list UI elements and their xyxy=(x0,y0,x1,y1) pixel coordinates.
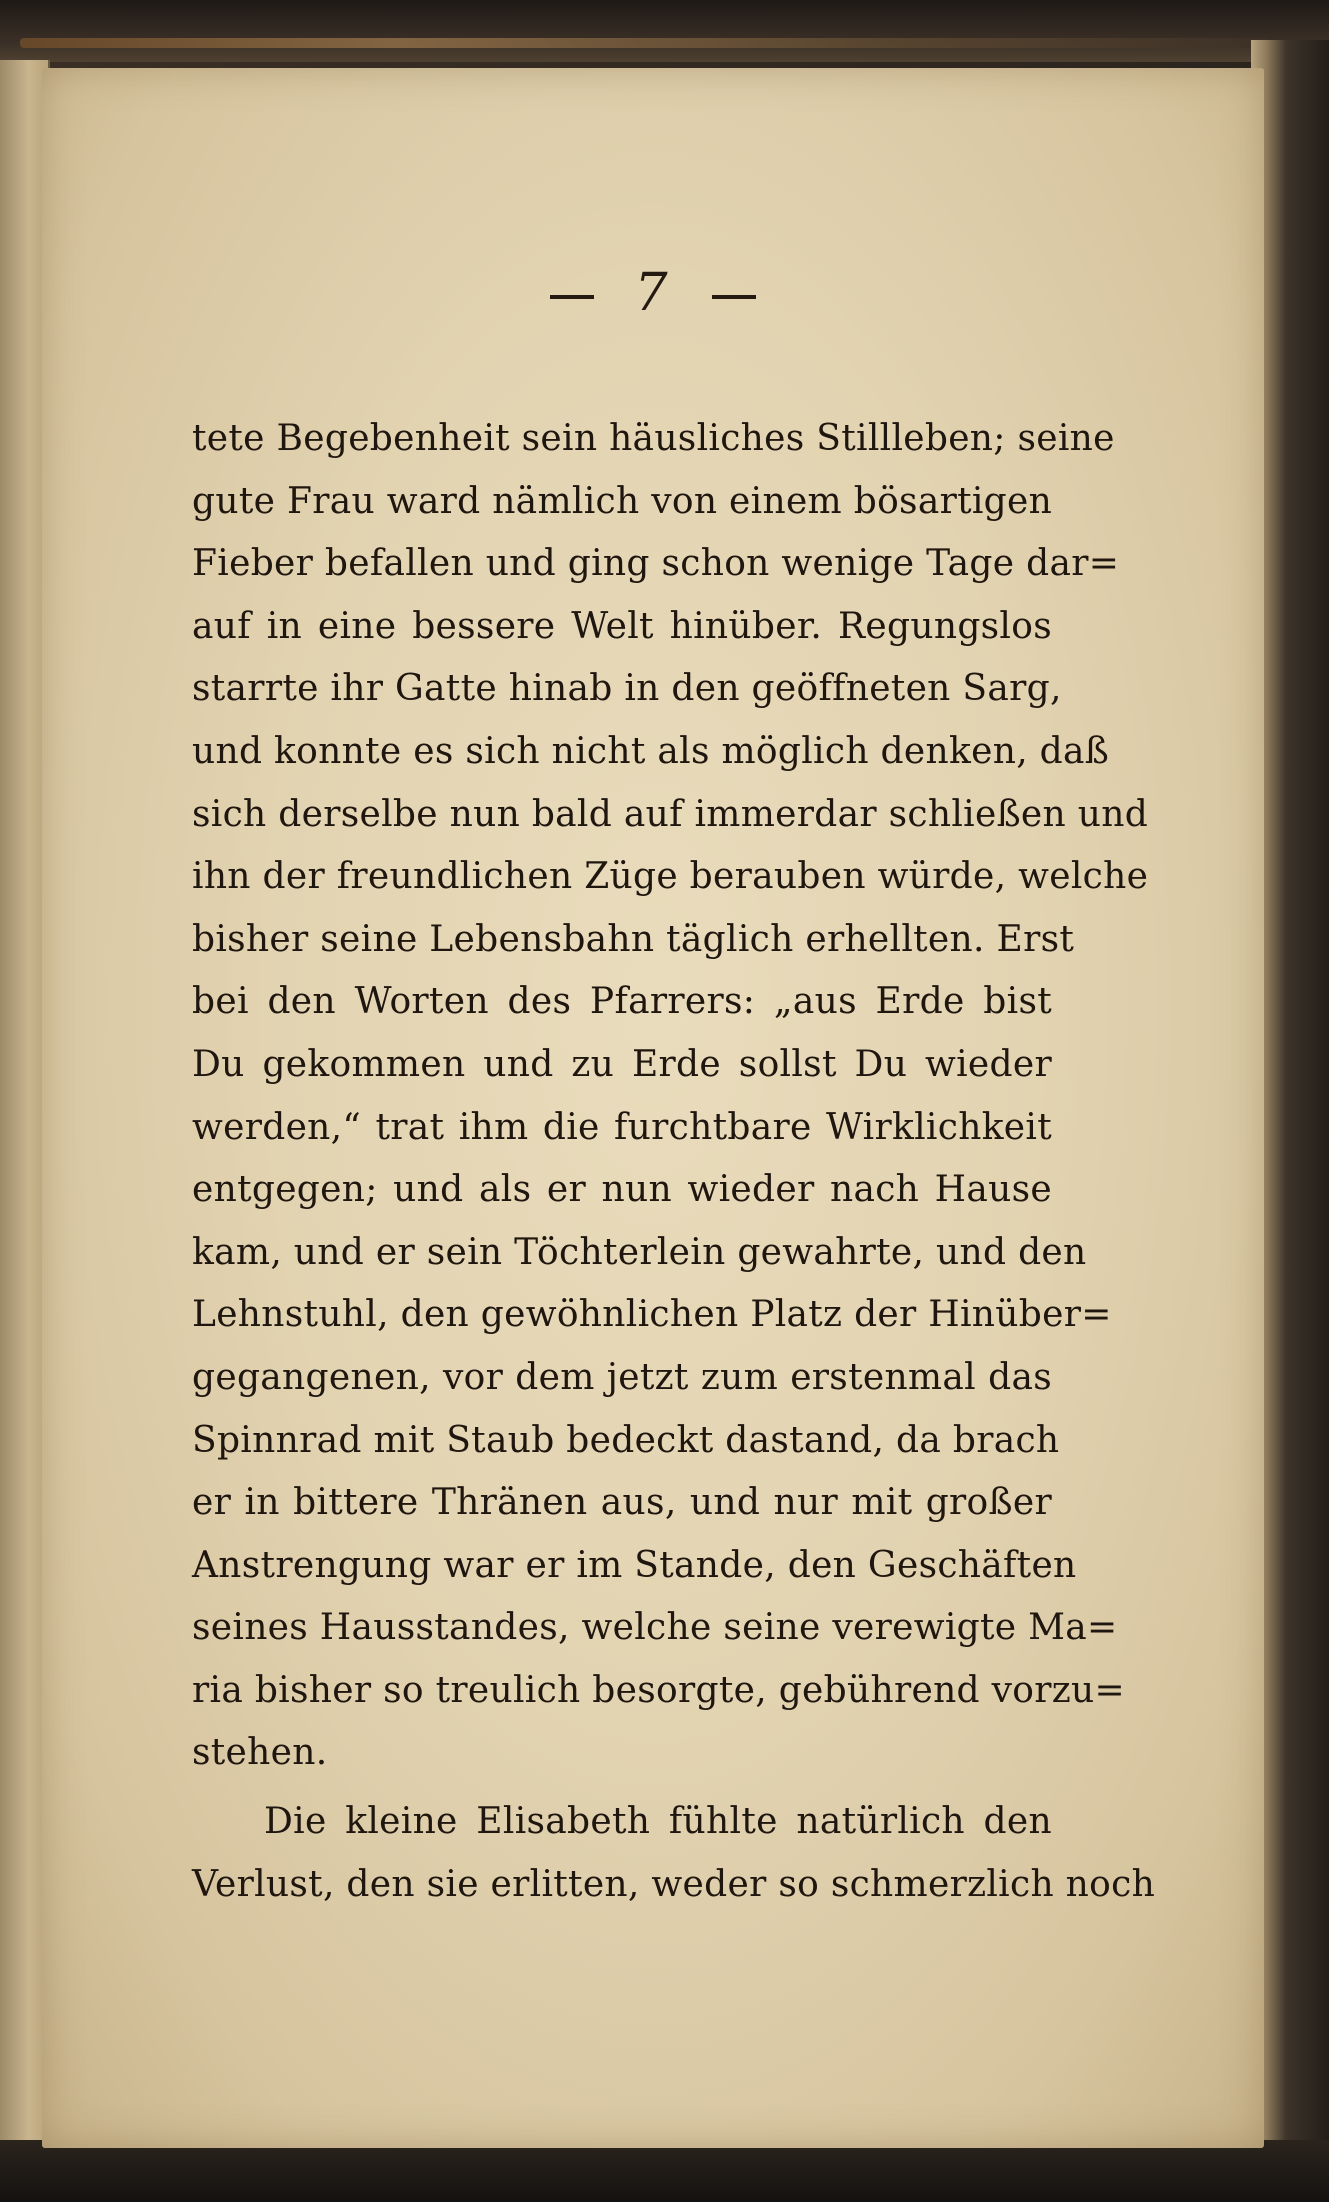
text-line: werden,“ trat ihm die furchtbare Wirklichkeit xyxy=(192,1106,1052,1148)
text-line: ihn der freundlichen Züge berauben würde, welche xyxy=(192,856,1149,898)
text-line: sich derselbe nun bald auf immerdar schließen und xyxy=(192,793,1149,835)
book-page xyxy=(42,68,1264,2148)
text-line: Fieber befallen und ging schon wenige Tage dar= xyxy=(192,543,1120,585)
paragraph-start-line: Die kleine Elisabeth fühlte natürlich den xyxy=(264,1801,1052,1843)
text-line: ria bisher so treulich besorgte, gebührend vorzu= xyxy=(192,1669,1125,1711)
text-line: Verlust, den sie erlitten, weder so schmerzlich noch xyxy=(192,1863,1156,1905)
text-line: bei den Worten des Pfarrers: „aus Erde bist xyxy=(192,981,1052,1023)
text-line: Anstrengung war er im Stande, den Geschäften xyxy=(192,1544,1077,1586)
page-number-value: 7 xyxy=(634,263,672,323)
text-line: gute Frau ward nämlich von einem bösartigen xyxy=(192,480,1053,522)
text-line: kam, und er sein Töchterlein gewahrte, und den xyxy=(192,1231,1087,1273)
text-line: Du gekommen und zu Erde sollst Du wieder xyxy=(192,1043,1052,1085)
text-line: tete Begebenheit sein häusliches Stillleben; seine xyxy=(192,418,1115,459)
text-line: und konnte es sich nicht als möglich denken, daß xyxy=(192,730,1110,772)
book-binding-top xyxy=(0,0,1329,62)
text-line: gegangenen, vor dem jetzt zum erstenmal das xyxy=(192,1356,1052,1398)
text-line: seines Hausstandes, welche seine verewigte Ma= xyxy=(192,1607,1118,1649)
page-number xyxy=(42,263,1264,323)
text-line: entgegen; und als er nun wieder nach Hause xyxy=(192,1169,1052,1211)
text-line: er in bittere Thränen aus, und nur mit großer xyxy=(192,1482,1052,1524)
text-line: stehen. xyxy=(192,1732,328,1774)
book-binding-bottom xyxy=(0,2140,1329,2202)
text-line: starrte ihr Gatte hinab in den geöffneten Sarg, xyxy=(192,668,1062,710)
text-line: Lehnstuhl, den gewöhnlichen Platz der Hinüber= xyxy=(192,1294,1112,1336)
page-number-dash-left xyxy=(550,295,594,299)
text-line: bisher seine Lebensbahn täglich erhellten. Erst xyxy=(192,918,1075,960)
body-text xyxy=(192,408,1156,1916)
text-line: auf in eine bessere Welt hinüber. Regungslos xyxy=(192,605,1052,647)
text-line: Spinnrad mit Staub bedeckt dastand, da brach xyxy=(192,1419,1060,1461)
page-number-dash-right xyxy=(712,295,756,299)
